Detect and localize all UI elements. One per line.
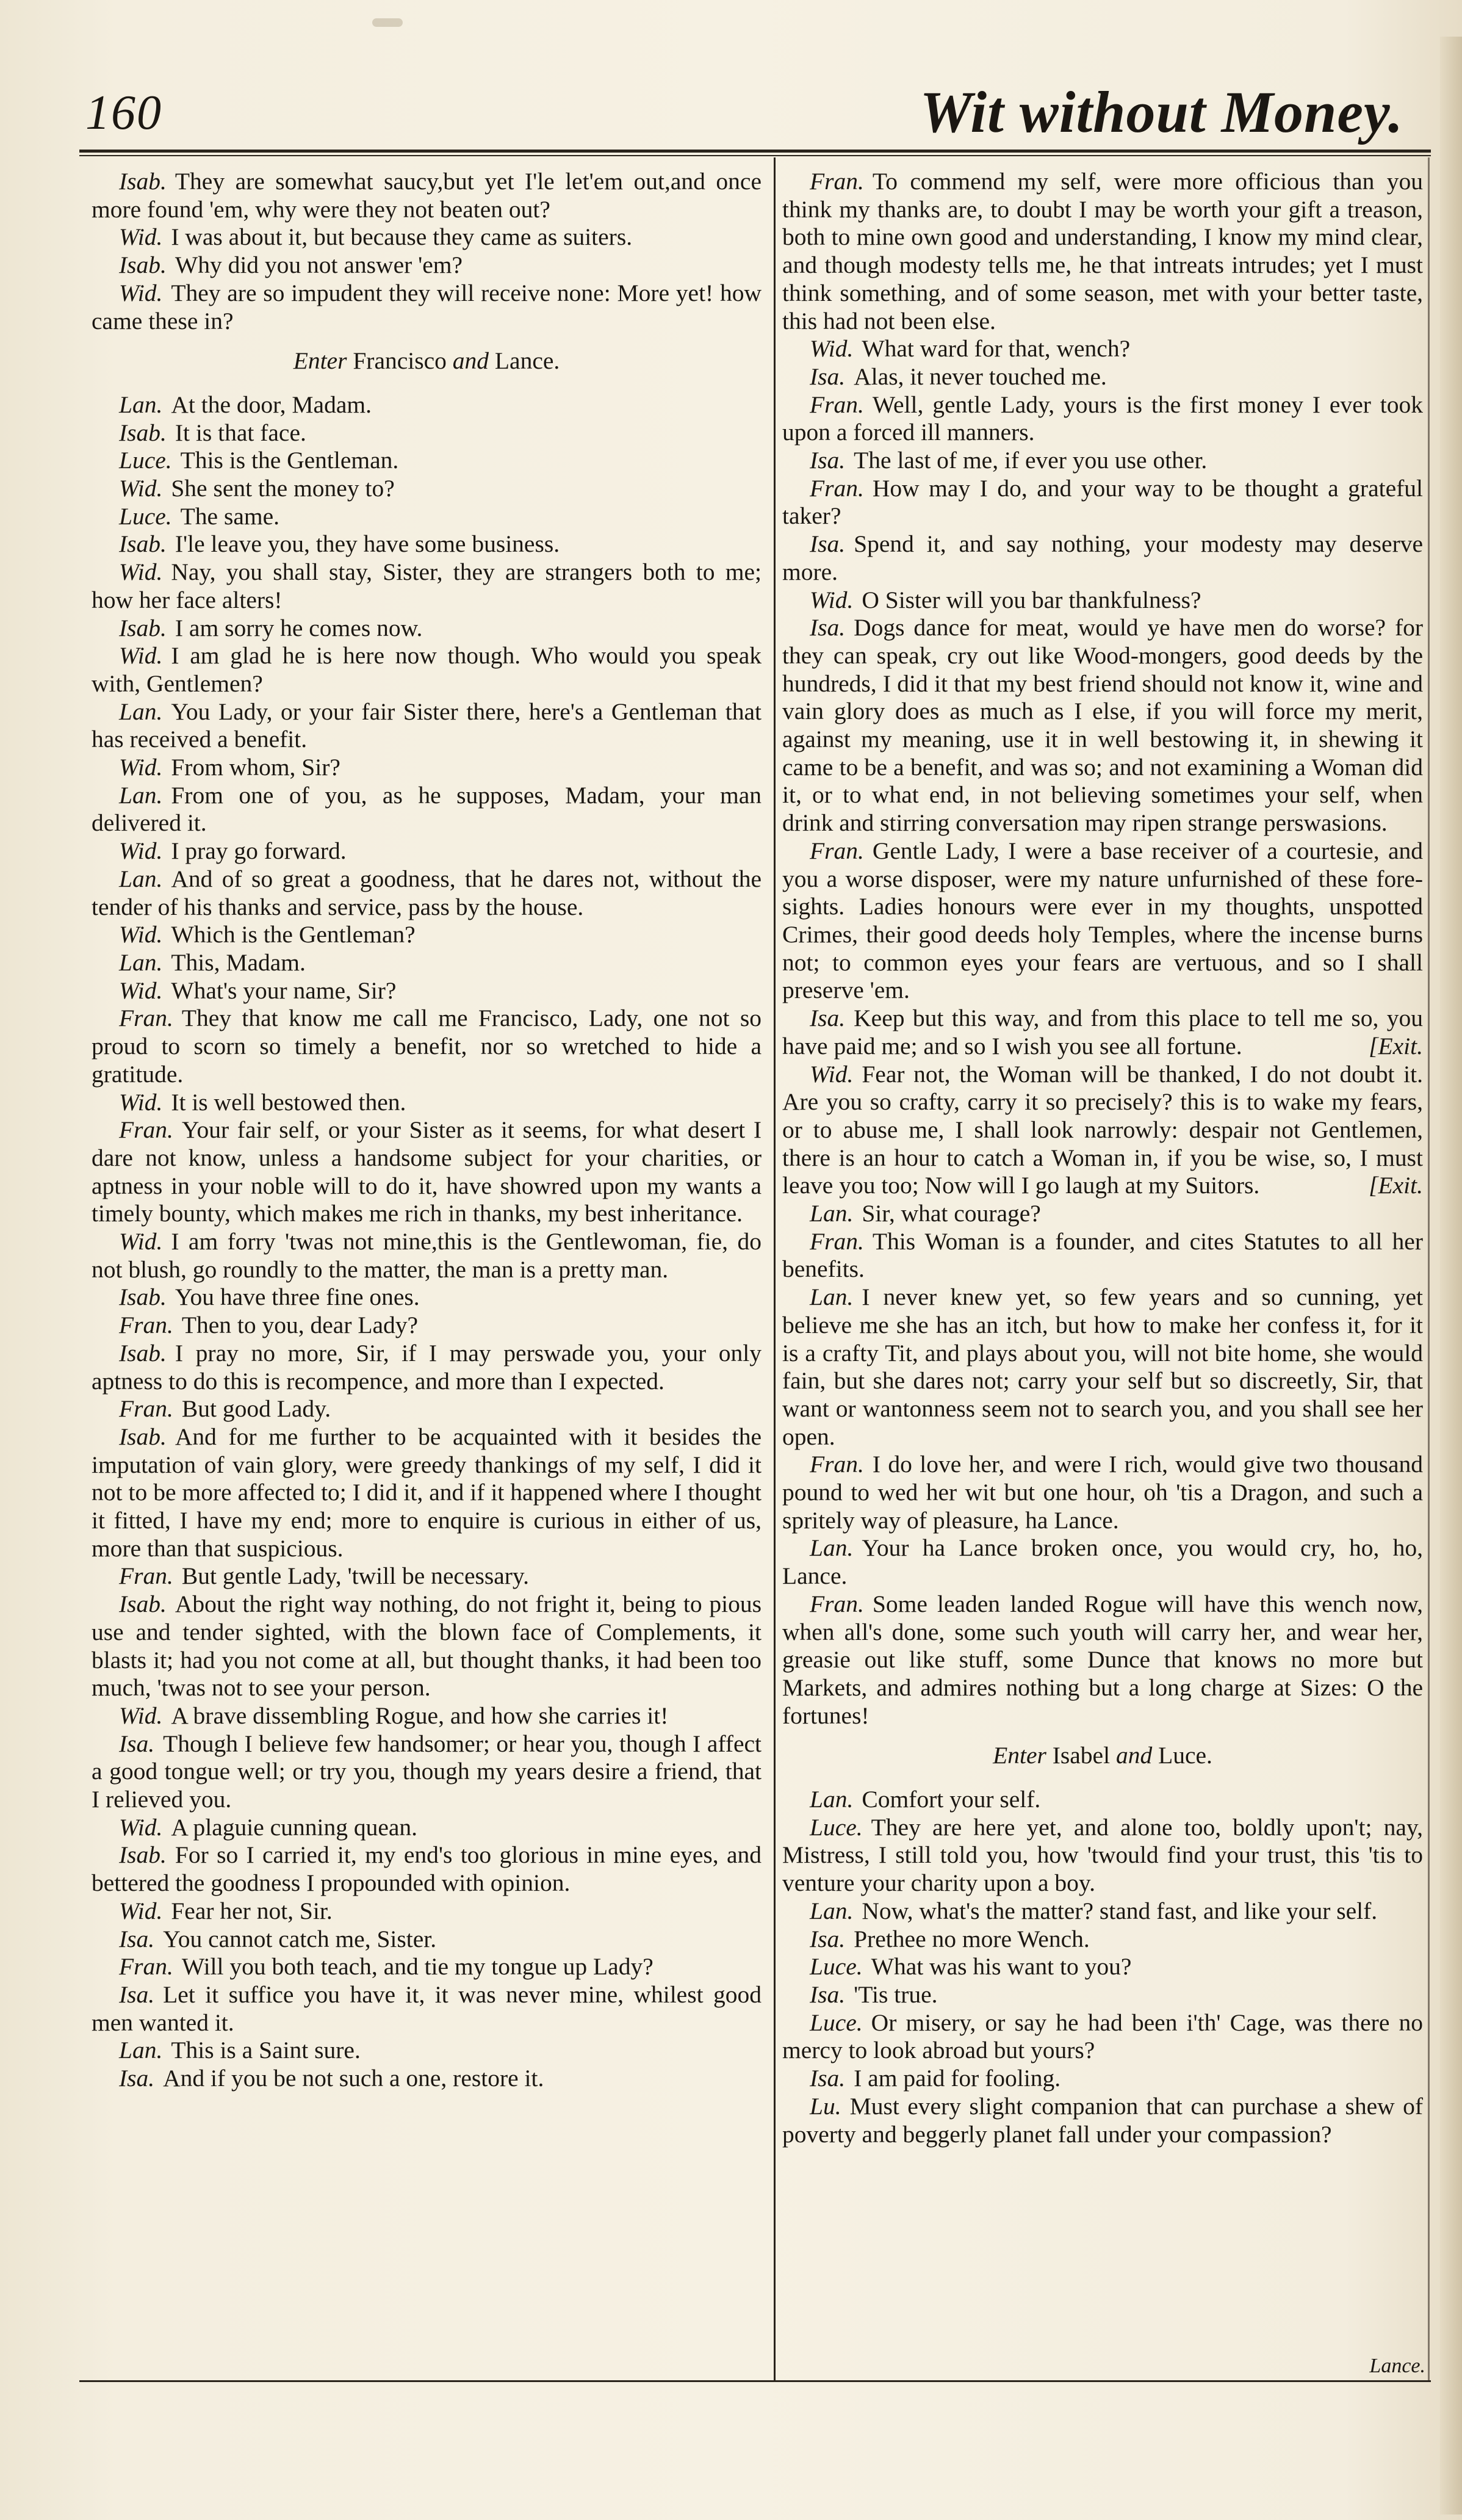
speech-line [92,2037,762,2065]
speech-text: I am paid for fooling. [854,2065,1061,2092]
speech-line [782,1534,1423,1590]
speech-text: The last of me, if ever you use other. [854,447,1208,474]
speech-line [92,1841,762,1897]
speaker-name: Wid. [810,1060,854,1088]
speech-text: Keep but this way, and from this place to tell me so, you have paid me; and so I wish you see all fortune. [782,1005,1423,1060]
speech-line [92,168,762,223]
speech-text: I was about it, but because they came as suiters. [171,223,633,251]
speech-line [92,1590,762,1702]
speech-text: Why did you not answer 'em? [175,251,463,279]
speech-text: Your fair self, or your Sister as it seems, for what desert I dare not know, unless a handsome subject for your charities, or aptness in your noble will to do it, have showred upon my wants a timely bounty, which makes me rich in thanks, my best inheritance. [92,1116,762,1227]
speaker-name: Lu. [810,2092,841,2120]
speaker-name: Isab. [119,1423,167,1450]
speech-line [92,865,762,921]
speaker-name: Isa. [119,1925,155,1952]
speech-line [92,1897,762,1926]
speech-line [92,1702,762,1730]
speech-line [782,1283,1423,1451]
speech-text: Or misery, or say he had been i'th' Cage, was there no mercy to look abroad but yours? [782,2009,1423,2064]
speaker-name: Luce. [119,447,172,474]
speaker-name: Isa. [810,1005,846,1032]
running-title: Wit without Money. [920,79,1403,145]
speaker-name: Fran. [119,1312,173,1339]
speech-line [92,447,762,475]
footer-rule [79,2380,1431,2382]
speech-text: Then to you, dear Lady? [181,1312,419,1339]
speech-text: For so I carried it, my end's too glorious in mine eyes, and bettered the goodness I propounded with opinion. [92,1841,762,1897]
speaker-name: Lan. [119,781,163,809]
speaker-name: Wid. [810,335,854,363]
speech-line [782,1228,1423,1283]
speech-line [92,503,762,531]
speech-line [92,475,762,503]
speaker-name: Wid. [119,1702,163,1729]
stage-direction [92,347,762,375]
speaker-name: Isab. [119,1590,167,1618]
speech-text: I am glad he is here now though. Who would you speak with, Gentlemen? [92,642,762,697]
speaker-name: Fran. [119,1953,173,1980]
speech-text: A brave dissembling Rogue, and how she carries it! [171,1702,669,1729]
speaker-name: Isab. [119,251,167,279]
speech-line [782,391,1423,447]
speech-text: This Woman is a founder, and cites Statutes to all her benefits. [782,1227,1423,1283]
speech-text: This is a Saint sure. [171,2037,361,2064]
speaker-name: Lan. [810,1897,854,1924]
speech-line [92,642,762,698]
speech-text: I never knew yet, so few years and so cunning, yet believe me she has an itch, but how to make her confess it, for it is a crafty Tit, and plays about you, will not bite home, she would fain, but she dares not; carry your self but so discreetly, Sir, that want or wantonness seem not to search you, and you shall see her open. [782,1283,1423,1450]
speaker-name: Lan. [810,1534,854,1562]
speaker-name: Wid. [119,754,163,781]
speech-line [92,223,762,251]
speaker-name: Fran. [810,1451,864,1478]
stage-character: Luce. [1158,1742,1212,1769]
speaker-name: Wid. [119,279,163,306]
speech-text: You Lady, or your fair Sister there, here's a Gentleman that has received a benefit. [92,698,762,753]
speech-line [92,419,762,447]
speech-line [92,1423,762,1563]
speech-line [92,1730,762,1814]
speech-text: To commend my self, were more officious than you think my thanks are, to doubt I may be worth your gift a treason, both to mine own good and understanding, I know my mind clear, and though modesty tells me, he that intreats intrudes; yet I must think something, and of some season, met with your better taste, this had not been else. [782,168,1423,334]
speech-text: Must every slight companion that can purchase a shew of poverty and beggerly planet fall under your compassion? [782,2092,1423,2148]
speaker-name: Isa. [810,2065,846,2092]
speech-text: I do love her, and were I rich, would give two thousand pound to wed her wit but one hour, oh 'tis a Dragon, and such a spritely way of pleasure, ha Lance. [782,1451,1423,1534]
speech-text: It is well bestowed then. [171,1088,406,1116]
speech-line [92,558,762,614]
speaker-name: Isa. [810,363,846,390]
speaker-name: Fran. [810,837,864,864]
speech-text: But good Lady. [181,1395,331,1423]
speech-text: Fear her not, Sir. [171,1897,333,1924]
speech-line [782,1926,1423,1954]
speech-text: A plaguie cunning quean. [171,1813,418,1841]
speech-line [92,1340,762,1395]
speech-line [782,1451,1423,1534]
speech-text: Let it suffice you have it, it was never mine, whilest good men wanted it. [92,1981,762,2036]
speaker-name: Fran. [810,474,864,502]
page-header [85,67,1428,146]
speech-line [782,837,1423,1005]
speech-line [782,1953,1423,1981]
speech-line [782,1814,1423,1897]
speech-text: The same. [180,502,279,530]
speech-text: I pray no more, Sir, if I may perswade you, your only aptness to do this is recompence, and more than I expected. [92,1339,762,1395]
speech-line [92,1981,762,2037]
speaker-name: Luce. [810,1953,863,1980]
stage-direction [782,1742,1423,1770]
speaker-name: Wid. [810,586,854,613]
speech-line [782,2065,1423,2093]
speaker-name: Wid. [119,1813,163,1841]
speaker-name: Wid. [119,1088,163,1116]
header-rule [79,150,1431,153]
speech-line [782,587,1423,615]
speech-line [782,363,1423,391]
speech-text: Fear not, the Woman will be thanked, I do not doubt it. Are you so crafty, carry it so precisely? this is to wake my fears, or to abuse me, I shall look narrowly: despair not Gentlemen, there is an hour to catch a Woman in, if you be wise, so, I must leave you too; Now will I go laugh at my Suitors. [782,1060,1423,1199]
speech-text: I am sorry he comes now. [175,614,423,641]
speech-line [782,1786,1423,1814]
speaker-name: Lan. [119,698,163,725]
speech-line [92,391,762,419]
speaker-name: Isa. [810,614,846,641]
speech-text: They are so impudent they will receive none: More yet! how came these in? [92,279,762,334]
speaker-name: Wid. [119,475,163,502]
speaker-name: Wid. [119,977,163,1004]
speech-text: Well, gentle Lady, yours is the first money I ever took upon a forced ill manners. [782,391,1423,446]
stage-character: Lance. [494,347,560,375]
speaker-name: Isab. [119,168,167,195]
speech-line [782,530,1423,586]
speech-line [92,2065,762,2093]
right-column [782,168,1423,2148]
speech-text: How may I do, and your way to be thought a grateful taker? [782,474,1423,530]
speaker-name: Lan. [119,865,163,892]
speech-line [782,447,1423,475]
speaker-name: Fran. [810,168,864,195]
speaker-name: Isa. [810,1981,846,2008]
speech-line [782,1061,1423,1200]
speech-text: You have three fine ones. [175,1283,420,1311]
speech-text: And if you be not such a one, restore it. [163,2065,544,2092]
speech-text: Now, what's the matter? stand fast, and like your self. [862,1897,1378,1924]
speech-text: They are somewhat saucy,but yet I'le let'em out,and once more found 'em, why were they not beaten out? [92,168,762,223]
speech-line [92,1283,762,1312]
speech-line [92,1926,762,1954]
speech-text: What ward for that, wench? [862,335,1131,363]
speaker-name: Isab. [119,530,167,558]
column-divider [774,157,776,2382]
speech-text: Dogs dance for meat, would ye have men do worse? for they can speak, cry out like Wood-mongers, good deeds by the hundreds, I did it that my best friend should not know it, wine and vain glory does as much as I else, if you will force my merit, against my meaning, use it in well bestowing it, in shewing it came to be a benefit, and was so; and not examining a Woman did it, or to what end, in not believing sometimes your self, when drink and stirring conversation may ripen strange perswasions. [782,614,1423,837]
speech-line [92,280,762,335]
speaker-name: Lan. [119,948,163,976]
speech-line [92,1116,762,1228]
speech-text: And of so great a goodness, that he dares not, without the tender of his thanks and service, pass by the house. [92,865,762,920]
speaker-name: Isa. [810,447,846,474]
speaker-name: Lan. [119,2037,163,2064]
speech-line [92,1005,762,1088]
left-column [92,168,762,2093]
speech-line [782,475,1423,530]
speaker-name: Isa. [119,2065,155,2092]
speaker-name: Isab. [119,1339,167,1367]
speaker-name: Isa. [810,530,846,558]
speech-text: This, Madam. [171,948,306,976]
speech-text: Your ha Lance broken once, you would cry, ho, ho, Lance. [782,1534,1423,1590]
speaker-name: Wid. [119,642,163,670]
speech-text: Comfort your self. [862,1786,1041,1813]
speaker-name: Isab. [119,419,167,446]
speech-line [782,1897,1423,1926]
speech-line [92,615,762,643]
speaker-name: Fran. [810,391,864,418]
speech-line [92,949,762,977]
speaker-name: Wid. [119,837,163,865]
speech-text: O Sister will you bar thankfulness? [862,586,1201,613]
speech-line [782,614,1423,837]
speaker-name: Lan. [119,391,163,418]
stage-verb: Enter [293,347,347,375]
speech-line [92,1953,762,1981]
speaker-name: Luce. [119,502,172,530]
ink-smudge [372,18,403,27]
speech-text: At the door, Madam. [171,391,372,418]
speaker-name: Fran. [119,1116,173,1144]
speech-line [92,698,762,754]
speech-text: About the right way nothing, do not fright it, being to pious use and tender sighted, with the blown face of Complements, it blasts it; had you not come at all, but thought thanks, it had been too much, 'twas not to see your person. [92,1590,762,1702]
speech-text: Though I believe few handsomer; or hear you, though I affect a good tongue well; or try you, though my years desire a friend, that I relieved you. [92,1730,762,1813]
speech-line [92,921,762,949]
speaker-name: Fran. [119,1395,173,1423]
speaker-name: Luce. [810,2009,863,2036]
speech-text: Spend it, and say nothing, your modesty may deserve more. [782,530,1423,585]
speaker-name: Wid. [119,1228,163,1255]
speaker-name: Isab. [119,614,167,641]
speech-text: Will you both teach, and tie my tongue up Lady? [181,1953,654,1980]
speaker-name: Fran. [119,1005,173,1032]
speech-text: What's your name, Sir? [171,977,397,1004]
header-rule-thin [79,155,1431,156]
speech-line [92,530,762,558]
speech-text: Nay, you shall stay, Sister, they are strangers both to me; how her face alters! [92,558,762,613]
speech-line [92,1089,762,1117]
speech-line [782,335,1423,363]
speaker-name: Lan. [810,1283,854,1311]
speech-text: But gentle Lady, 'twill be necessary. [181,1562,529,1590]
speech-text: Gentle Lady, I were a base receiver of a courtesie, and you a worse disposer, were my nature unfurnished of these fore-sights. Ladies honours were ever in my thoughts, unspotted Crimes, their good deeds holy Temples, where the incense burns not; to common eyes your fears are vertuous, and so I shall preserve 'em. [782,837,1423,1004]
speech-line [782,168,1423,335]
speech-line [92,1312,762,1340]
exit-direction: [Exit. [1369,1032,1423,1060]
speech-text: I pray go forward. [171,837,347,865]
speaker-name: Lan. [810,1786,854,1813]
speaker-name: Isa. [119,1730,155,1757]
speech-line [782,2009,1423,2065]
speaker-name: Wid. [119,1897,163,1924]
speech-text: They that know me call me Francisco, Lady, one not so proud to scorn so timely a benefit, nor so wretched to hide a gratitude. [92,1005,762,1088]
speech-text: From one of you, as he supposes, Madam, your man delivered it. [92,781,762,837]
speaker-name: Wid. [119,223,163,251]
speaker-name: Lan. [810,1200,854,1227]
speaker-name: Isa. [119,1981,155,2008]
speech-line [782,1200,1423,1228]
stage-conjunction: and [1115,1742,1153,1769]
speech-line [782,2093,1423,2148]
exit-direction: [Exit. [1369,1172,1423,1199]
speech-text: From whom, Sir? [171,754,340,781]
speech-line [782,1981,1423,2009]
speech-text: 'Tis true. [854,1981,938,2008]
speech-line [92,1228,762,1283]
speech-line [782,1590,1423,1730]
speech-line [92,754,762,782]
speaker-name: Fran. [810,1590,864,1617]
speech-text: Sir, what courage? [862,1200,1041,1227]
speech-text: It is that face. [175,419,306,446]
speech-text: She sent the money to? [171,475,395,502]
right-border-rule [1428,157,1430,2382]
stage-conjunction: and [452,347,489,375]
speech-text: I am forry 'twas not mine,this is the Gentlewoman, fie, do not blush, go roundly to the matter, the man is a pretty man. [92,1228,762,1283]
speech-line [92,1395,762,1423]
speech-line [92,782,762,837]
page-edge-shadow [1440,37,1462,2515]
speech-text: And for me further to be acquainted with it besides the imputation of vain glory, were greedy thankings of my self, I did it not to be more affected to; I did it, and if it happened where I thought it fitted, I have my end; more to enquire is curious in either of us, more than that suspicious. [92,1423,762,1562]
speaker-name: Fran. [810,1227,864,1255]
speech-line [782,1005,1423,1060]
speech-line [92,1814,762,1842]
page-number: 160 [85,86,162,140]
speaker-name: Luce. [810,1813,863,1841]
speaker-name: Isab. [119,1283,167,1311]
speech-text: Alas, it never touched me. [854,363,1107,390]
speaker-name: Wid. [119,558,163,586]
speech-line [92,837,762,865]
catchword: Lance. [1369,2355,1425,2377]
speech-text: You cannot catch me, Sister. [163,1925,437,1952]
speech-text: I'le leave you, they have some business. [175,530,560,558]
speech-text: Which is the Gentleman? [171,921,416,948]
speech-text: What was his want to you? [871,1953,1132,1980]
speech-text: Prethee no more Wench. [854,1925,1090,1952]
speaker-name: Fran. [119,1562,173,1590]
speech-line [92,1562,762,1590]
speaker-name: Wid. [119,921,163,948]
speech-line [92,977,762,1005]
stage-character: Isabel [1052,1742,1111,1769]
speech-text: This is the Gentleman. [180,447,399,474]
speaker-name: Isab. [119,1841,167,1869]
speaker-name: Isa. [810,1925,846,1952]
stage-character: Francisco [353,347,447,375]
speech-text: They are here yet, and alone too, boldly upon't; nay, Mistress, I still told you, how 'twould find your trust, this 'tis to venture your charity upon a boy. [782,1813,1423,1897]
speech-text: Some leaden landed Rogue will have this wench now, when all's done, some such youth will carry her, and wear her, greasie out like stuff, some Dunce that knows no more but Markets, and admires nothing but a long charge at Sizes: O the fortunes! [782,1590,1423,1729]
stage-verb: Enter [993,1742,1046,1769]
speech-line [92,251,762,280]
